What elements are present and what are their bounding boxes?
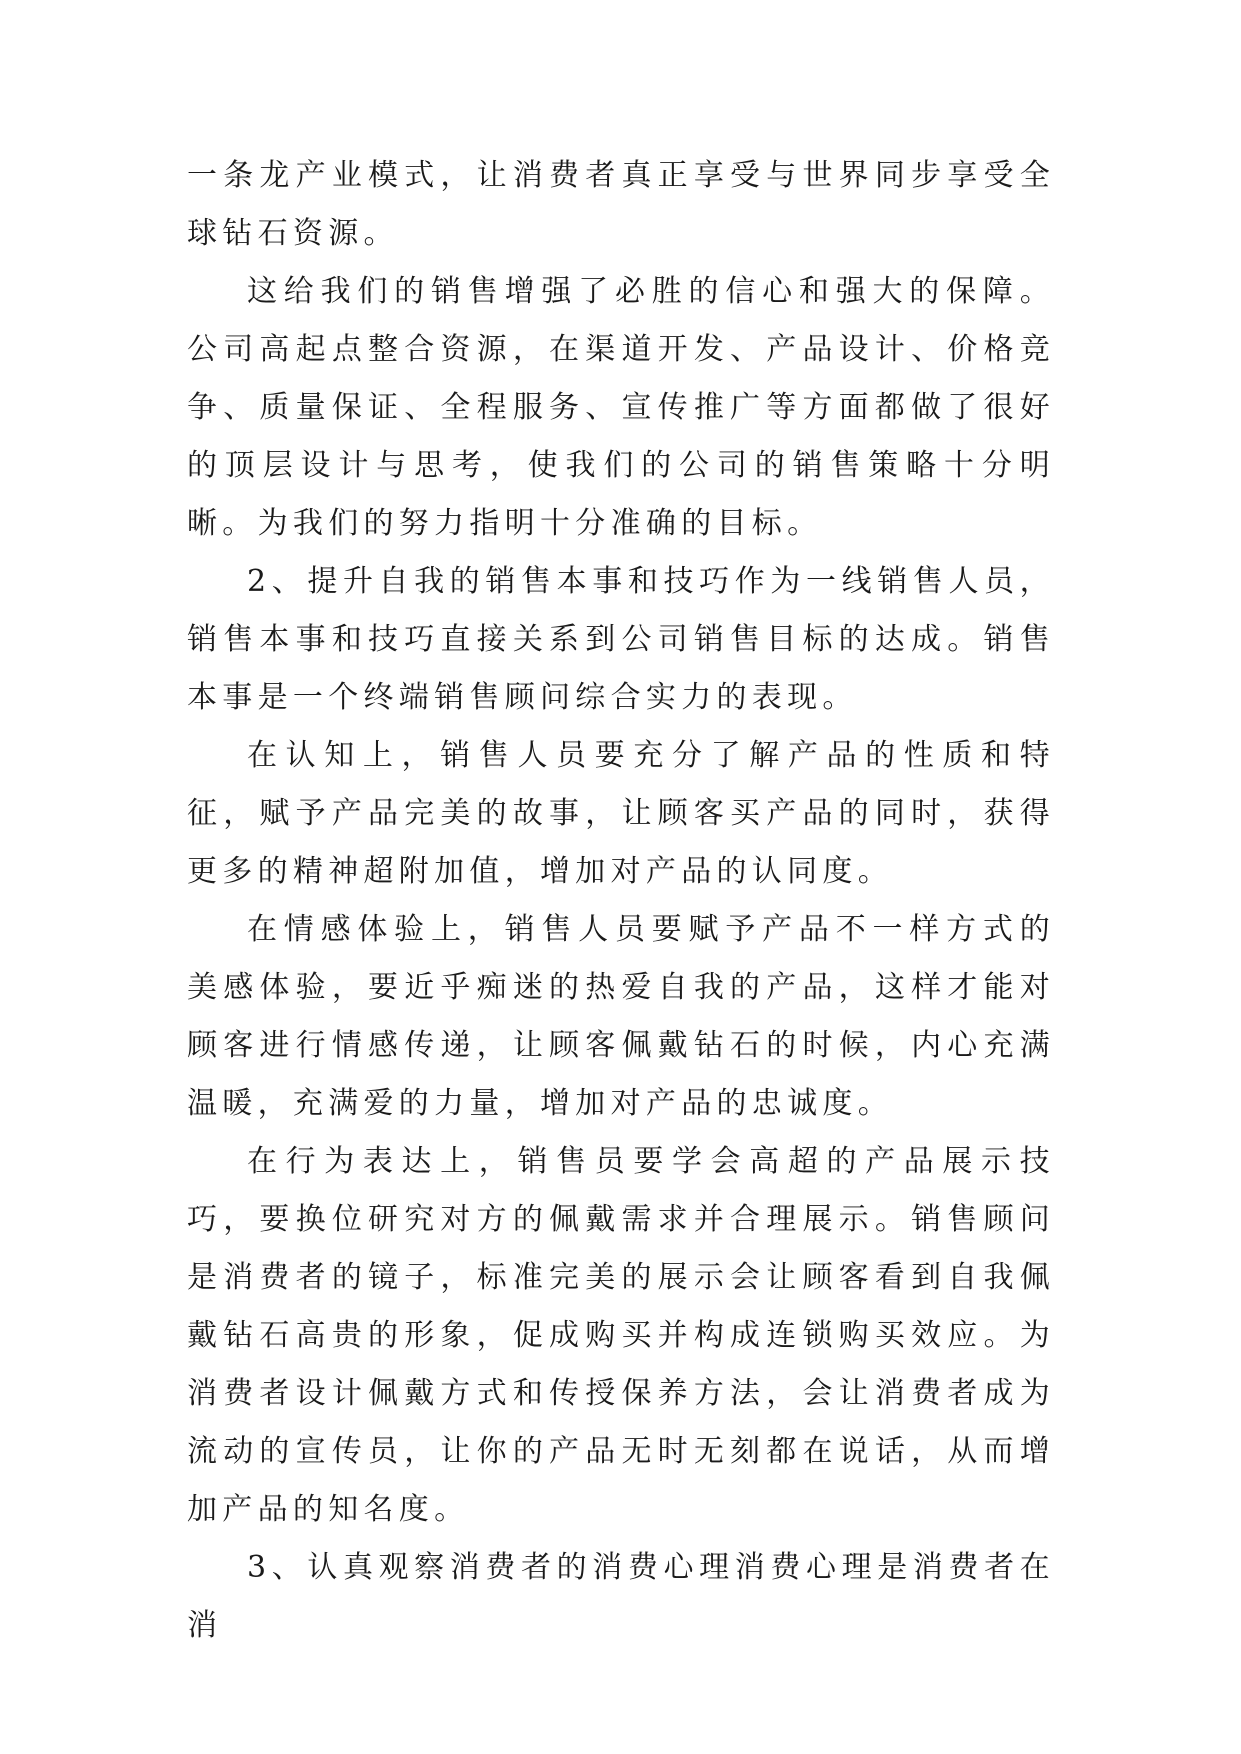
document-page	[187, 147, 1055, 1655]
paragraph-7: 3、认真观察消费者的消费心理消费心理是消费者在消	[187, 1550, 1055, 1643]
paragraph-5: 在情感体验上，销售人员要赋予产品不一样方式的美感体验，要近乎痴迷的热爱自我的产品，这样才能对顾客进行情感传递，让顾客佩戴钻石的时候，内心充满温暖，充满爱的力量，增加对产品的忠诚度。	[187, 912, 1055, 1121]
paragraph-2: 这给我们的销售增强了必胜的信心和强大的保障。公司高起点整合资源，在渠道开发、产品设计、价格竞争、质量保证、全程服务、宣传推广等方面都做了很好的顶层设计与思考，使我们的公司的销售策略十分明晰。为我们的努力指明十分准确的目标。	[187, 274, 1055, 541]
paragraph-4: 在认知上，销售人员要充分了解产品的性质和特征，赋予产品完美的故事，让顾客买产品的同时，获得更多的精神超附加值，增加对产品的认同度。	[187, 738, 1055, 889]
paragraph-1: 一条龙产业模式，让消费者真正享受与世界同步享受全球钻石资源。	[187, 158, 1055, 251]
paragraph-3: 2、提升自我的销售本事和技巧作为一线销售人员，销售本事和技巧直接关系到公司销售目标的达成。销售本事是一个终端销售顾问综合实力的表现。	[187, 564, 1055, 715]
paragraph-6: 在行为表达上，销售员要学会高超的产品展示技巧，要换位研究对方的佩戴需求并合理展示。销售顾问是消费者的镜子，标准完美的展示会让顾客看到自我佩戴钻石高贵的形象，促成购买并构成连锁购买效应。为消费者设计佩戴方式和传授保养方法，会让消费者成为流动的宣传员，让你的产品无时无刻都在说话，从而增加产品的知名度。	[187, 1144, 1055, 1527]
